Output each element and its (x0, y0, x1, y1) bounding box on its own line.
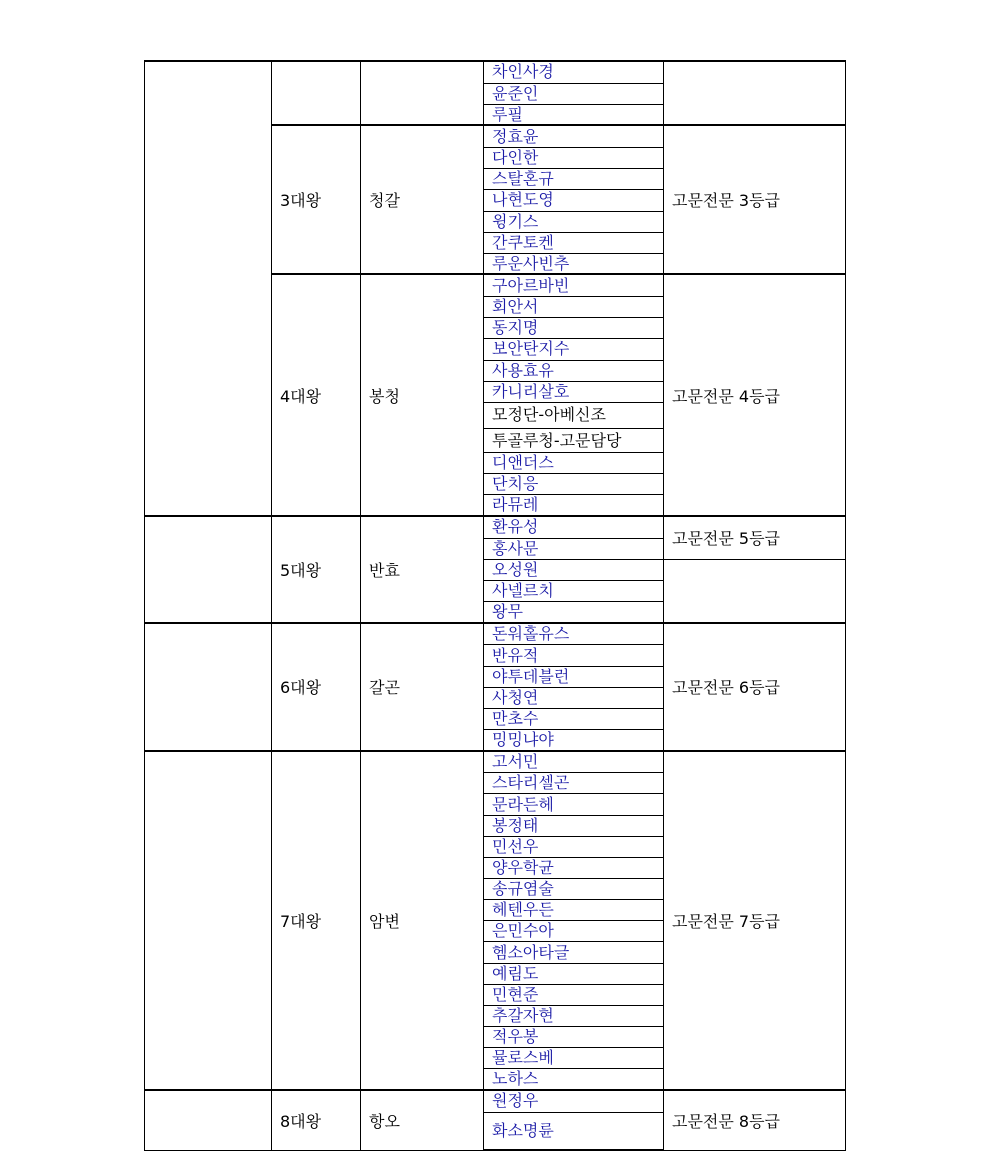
member-name: 문라든헤 (484, 794, 664, 815)
member-name: 돈워홀유스 (484, 623, 664, 645)
member-name: 봉정태 (484, 815, 664, 836)
member-name: 밍밍냐야 (484, 730, 664, 751)
king-name-cell: 암변 (361, 751, 484, 1090)
king-cell: 3대왕 (272, 125, 361, 274)
member-name: 오성원 (484, 559, 664, 580)
member-name: 만초수 (484, 708, 664, 729)
blank-cell (145, 751, 272, 1090)
member-name: 모정단-아베신조 (484, 402, 664, 428)
rank-cell (664, 61, 846, 125)
member-name: 보안탄지수 (484, 339, 664, 360)
blank-cell (145, 623, 272, 751)
rank-cell: 고문전문 5등급 (664, 516, 846, 559)
member-name: 스탈혼규 (484, 169, 664, 190)
king-cell: 8대왕 (272, 1090, 361, 1150)
member-name: 원정우 (484, 1090, 664, 1112)
table-body (145, 61, 846, 1150)
king-name-cell: 항오 (361, 1090, 484, 1150)
king-name-cell: 봉청 (361, 274, 484, 516)
member-name: 다인한 (484, 148, 664, 169)
king-cell (272, 61, 361, 125)
member-name: 라뮤레 (484, 495, 664, 516)
member-name: 구아르바빈 (484, 274, 664, 296)
member-name: 왕무 (484, 602, 664, 623)
member-name: 나현도영 (484, 190, 664, 211)
member-name: 차인사경 (484, 61, 664, 83)
blank-cell (145, 516, 272, 623)
member-name: 노하스 (484, 1069, 664, 1090)
member-name: 루운사빈추 (484, 253, 664, 274)
member-name: 스타리셀곤 (484, 773, 664, 794)
rank-blank-cell (664, 559, 846, 622)
member-name: 환유성 (484, 516, 664, 538)
member-name: 간쿠토켄 (484, 232, 664, 253)
member-name: 추갈자현 (484, 1005, 664, 1026)
member-name: 적우봉 (484, 1027, 664, 1048)
member-name: 화소명륜 (484, 1112, 664, 1150)
member-name: 디앤더스 (484, 453, 664, 474)
table-row (145, 1090, 846, 1112)
king-cell: 5대왕 (272, 516, 361, 623)
rank-cell: 고문전문 8등급 (664, 1090, 846, 1150)
king-name-cell (361, 61, 484, 125)
table-row (145, 61, 846, 83)
table-row (145, 751, 846, 773)
king-cell: 4대왕 (272, 274, 361, 516)
rank-cell: 고문전문 7등급 (664, 751, 846, 1090)
member-name: 민선우 (484, 836, 664, 857)
member-name: 동지명 (484, 318, 664, 339)
rank-cell: 고문전문 4등급 (664, 274, 846, 516)
member-name: 윤준인 (484, 83, 664, 104)
member-name: 예림도 (484, 963, 664, 984)
king-cell: 6대왕 (272, 623, 361, 751)
member-name: 고서민 (484, 751, 664, 773)
member-name: 정효윤 (484, 125, 664, 147)
king-name-cell: 청갈 (361, 125, 484, 274)
table-row (145, 516, 846, 538)
ranking-table (144, 60, 846, 1151)
member-name: 반유적 (484, 645, 664, 666)
table-row (145, 623, 846, 645)
member-name: 야투데블런 (484, 666, 664, 687)
member-name: 회안서 (484, 297, 664, 318)
blank-cell (145, 1090, 272, 1150)
member-name: 루필 (484, 104, 664, 125)
king-cell: 7대왕 (272, 751, 361, 1090)
member-name: 뮬로스베 (484, 1048, 664, 1069)
member-name: 사넬르치 (484, 581, 664, 602)
member-name: 민현준 (484, 984, 664, 1005)
member-name: 투골루청-고문담당 (484, 428, 664, 452)
member-name: 양우학균 (484, 857, 664, 878)
member-name: 윙기스 (484, 211, 664, 232)
member-name: 헴소아타글 (484, 942, 664, 963)
rank-cell: 고문전문 3등급 (664, 125, 846, 274)
blank-cell (145, 61, 272, 516)
member-name: 단치응 (484, 474, 664, 495)
rank-cell: 고문전문 6등급 (664, 623, 846, 751)
king-name-cell: 반효 (361, 516, 484, 623)
member-name: 송규염술 (484, 879, 664, 900)
member-name: 은민수아 (484, 921, 664, 942)
member-name: 홍사문 (484, 538, 664, 559)
member-name: 카니리살호 (484, 381, 664, 402)
member-name: 사용효유 (484, 360, 664, 381)
member-name: 사청연 (484, 687, 664, 708)
king-name-cell: 갈곤 (361, 623, 484, 751)
member-name: 헤텐우든 (484, 900, 664, 921)
